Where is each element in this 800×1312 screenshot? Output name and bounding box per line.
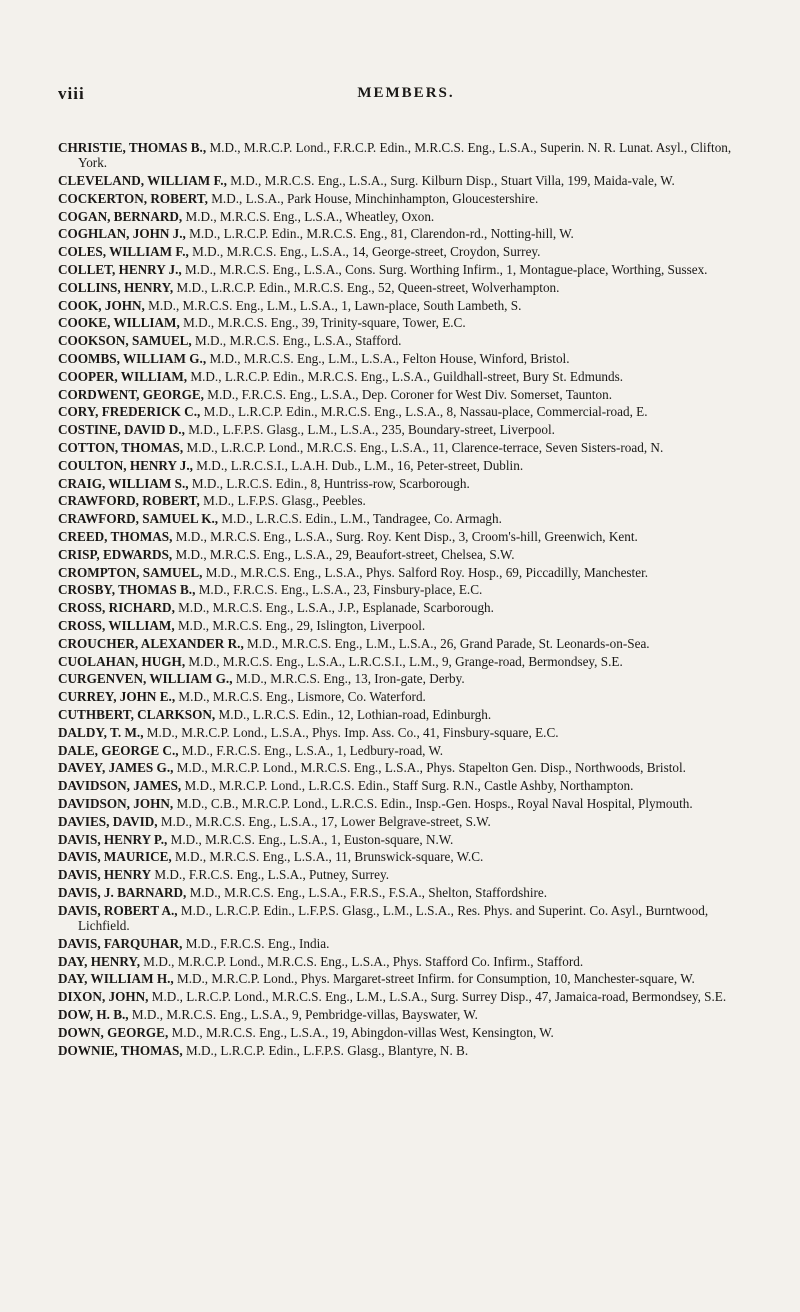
member-details: M.D., L.R.C.S. Edin., 8, Huntriss-row, Scarborough. xyxy=(188,475,470,491)
member-details: M.D., M.R.C.P. Lond., M.R.C.S. Eng., L.S.A., Phys. Stafford Co. Infirm., Stafford. xyxy=(140,953,584,969)
member-entry xyxy=(58,954,754,969)
member-details: M.D., M.R.C.S. Eng., L.S.A., 17, Lower Belgrave-street, S.W. xyxy=(157,813,491,829)
member-name: CHRISTIE, THOMAS B., xyxy=(58,140,207,155)
member-entry xyxy=(58,209,754,224)
member-details: M.D., L.R.C.P. Edin., L.F.P.S. Glasg., L.M., L.S.A., Res. Phys. and Superint. Co. Asyl., Burntwood, Lichfield. xyxy=(78,902,709,934)
member-name: CRAIG, WILLIAM S., xyxy=(58,475,189,491)
member-entry xyxy=(58,636,754,651)
member-name: DAVIES, DAVID, xyxy=(58,813,158,829)
member-details: M.D., L.R.C.P. Edin., L.F.P.S. Glasg., Blantyre, N. B. xyxy=(182,1042,469,1058)
member-entry xyxy=(58,351,754,366)
member-name: COTTON, THOMAS, xyxy=(58,440,184,456)
member-entry xyxy=(58,1007,754,1022)
member-entry xyxy=(58,600,754,615)
member-details: M.D., M.R.C.S. Eng., L.S.A., Stafford. xyxy=(191,333,402,349)
member-details: M.D., M.R.C.S. Eng., 39, Trinity-square, Tower, E.C. xyxy=(179,315,466,331)
member-name: DALE, GEORGE C., xyxy=(58,742,179,758)
member-entry xyxy=(58,849,754,864)
member-name: CROSS, WILLIAM, xyxy=(58,618,175,634)
member-details: M.D., L.R.C.S.I., L.A.H. Dub., L.M., 16, Peter-street, Dublin. xyxy=(192,457,524,473)
member-details: M.D., L.F.P.S. Glasg., Peebles. xyxy=(199,493,366,509)
member-entry xyxy=(58,547,754,562)
member-details: M.D., L.R.C.P. Edin., M.R.C.S. Eng., 52, Queen-street, Wolverhampton. xyxy=(173,279,560,295)
member-entry xyxy=(58,422,754,437)
member-name: COOKE, WILLIAM, xyxy=(58,315,180,331)
page-header xyxy=(58,0,754,103)
member-name: COGAN, BERNARD, xyxy=(58,208,183,224)
member-name: DAVIS, MAURICE, xyxy=(58,849,172,865)
member-entry xyxy=(58,387,754,402)
member-name: CURREY, JOHN E., xyxy=(58,689,176,705)
member-details: M.D., L.R.C.P. Edin., M.R.C.S. Eng., L.S.A., Guildhall-street, Bury St. Edmunds. xyxy=(187,368,624,384)
member-name: DOWNIE, THOMAS, xyxy=(58,1042,183,1058)
member-details: M.D., M.R.C.S. Eng., L.M., L.S.A., 26, Grand Parade, St. Leonards-on-Sea. xyxy=(243,635,650,651)
member-details: M.D., L.R.C.S. Edin., L.M., Tandragee, Co. Armagh. xyxy=(218,511,502,527)
member-name: DAVIS, FARQUHAR, xyxy=(58,935,183,951)
member-details: M.D., F.R.C.S. Eng., L.S.A., Dep. Coroner for West Div. Somerset, Taunton. xyxy=(203,386,613,402)
member-name: DOWN, GEORGE, xyxy=(58,1024,169,1040)
member-entry xyxy=(58,971,754,986)
member-entry xyxy=(58,814,754,829)
member-entry xyxy=(58,1043,754,1058)
member-name: DAVIS, HENRY xyxy=(58,867,152,883)
member-entry xyxy=(58,689,754,704)
member-details: M.D., M.R.C.S. Eng., 13, Iron-gate, Derby. xyxy=(232,671,465,687)
member-name: COCKERTON, ROBERT, xyxy=(58,190,208,206)
member-details: M.D., F.R.C.S. Eng., L.S.A., 1, Ledbury-road, W. xyxy=(178,742,444,758)
member-entry xyxy=(58,743,754,758)
member-details: M.D., M.R.C.S. Eng., L.S.A., Phys. Salford Roy. Hosp., 69, Piccadilly, Manchester. xyxy=(202,564,649,580)
member-details: M.D., M.R.C.S. Eng., L.S.A., 9, Pembridge-villas, Bayswater, W. xyxy=(128,1007,478,1023)
member-entry xyxy=(58,936,754,951)
member-details: M.D., M.R.C.S. Eng., 29, Islington, Liverpool. xyxy=(174,618,426,634)
member-entry xyxy=(58,707,754,722)
member-entry xyxy=(58,333,754,348)
member-entry xyxy=(58,476,754,491)
member-name: DAVIDSON, JAMES, xyxy=(58,778,182,794)
member-details: M.D., M.R.C.S. Eng., L.S.A., 1, Euston-square, N.W. xyxy=(167,831,454,847)
member-name: DAY, WILLIAM H., xyxy=(58,971,174,987)
member-entry xyxy=(58,369,754,384)
member-name: DAVIS, ROBERT A., xyxy=(58,902,178,918)
member-entry xyxy=(58,511,754,526)
member-entry xyxy=(58,832,754,847)
member-details: M.D., M.R.C.S. Eng., L.S.A., J.P., Esplanade, Scarborough. xyxy=(174,600,494,616)
member-details: M.D., L.R.C.P. Edin., M.R.C.S. Eng., 81, Clarendon-rd., Notting-hill, W. xyxy=(185,226,574,242)
member-details: M.D., L.F.P.S. Glasg., L.M., L.S.A., 235, Boundary-street, Liverpool. xyxy=(184,422,555,438)
member-details: M.D., M.R.C.S. Eng., L.S.A., 19, Abingdon-villas West, Kensington, W. xyxy=(168,1024,554,1040)
member-details: M.D., M.R.C.S. Eng., L.S.A., 11, Brunswick-square, W.C. xyxy=(171,849,484,865)
member-details: M.D., M.R.C.S. Eng., L.M., L.S.A., Felton House, Winford, Bristol. xyxy=(206,351,570,367)
member-details: M.D., M.R.C.S. Eng., L.M., L.S.A., 1, Lawn-place, South Lambeth, S. xyxy=(144,297,522,313)
member-entry xyxy=(58,440,754,455)
member-details: M.D., F.R.C.S. Eng., India. xyxy=(182,935,330,951)
member-details: M.D., M.R.C.S. Eng., L.S.A., 14, George-street, Croydon, Surrey. xyxy=(188,244,541,260)
member-entry xyxy=(58,582,754,597)
member-name: CREED, THOMAS, xyxy=(58,529,173,545)
member-name: CRAWFORD, SAMUEL K., xyxy=(58,511,219,527)
member-entry xyxy=(58,280,754,295)
member-name: CORY, FREDERICK C., xyxy=(58,404,201,420)
running-title: MEMBERS. xyxy=(357,85,455,101)
member-entry xyxy=(58,226,754,241)
member-details: M.D., M.R.C.P. Lond., Phys. Margaret-street Infirm. for Consumption, 10, Manchester-square, W. xyxy=(173,971,695,987)
member-details: M.D., L.R.C.P. Lond., M.R.C.S. Eng., L.M., L.S.A., Surg. Surrey Disp., 47, Jamaica-road, Bermondsey, S.E. xyxy=(148,989,727,1005)
member-details: M.D., M.R.C.P. Lond., M.R.C.S. Eng., L.S.A., Phys. Stapelton Gen. Disp., Northwoods, Bristol. xyxy=(173,760,686,776)
member-details: M.D., L.S.A., Park House, Minchinhampton, Gloucestershire. xyxy=(207,190,539,206)
members-list xyxy=(58,140,754,1058)
member-details: M.D., L.R.C.P. Lond., M.R.C.S. Eng., L.S.A., 11, Clarence-terrace, Seven Sisters-road, N. xyxy=(183,440,664,456)
member-entry xyxy=(58,618,754,633)
member-entry xyxy=(58,654,754,669)
member-name: COOK, JOHN, xyxy=(58,297,145,313)
member-details: M.D., L.R.C.P. Edin., M.R.C.S. Eng., L.S.A., 8, Nassau-place, Commercial-road, E. xyxy=(200,404,648,420)
member-entry xyxy=(58,671,754,686)
member-name: CROMPTON, SAMUEL, xyxy=(58,564,203,580)
member-name: CORDWENT, GEORGE, xyxy=(58,386,204,402)
member-name: DAVEY, JAMES G., xyxy=(58,760,174,776)
member-entry xyxy=(58,885,754,900)
member-name: DOW, H. B., xyxy=(58,1007,129,1023)
member-details: M.D., C.B., M.R.C.P. Lond., L.R.C.S. Edin., Insp.-Gen. Hosps., Royal Naval Hospital, Plymouth. xyxy=(173,795,693,811)
member-entry xyxy=(58,173,754,188)
member-name: DAVIS, J. BARNARD, xyxy=(58,884,187,900)
member-name: DAVIDSON, JOHN, xyxy=(58,795,174,811)
member-details: M.D., M.R.C.S. Eng., L.S.A., 29, Beaufort-street, Chelsea, S.W. xyxy=(172,546,515,562)
member-entry xyxy=(58,262,754,277)
member-name: CROUCHER, ALEXANDER R., xyxy=(58,635,244,651)
member-name: CROSS, RICHARD, xyxy=(58,600,175,616)
member-entry xyxy=(58,796,754,811)
member-entry xyxy=(58,191,754,206)
member-name: DAY, HENRY, xyxy=(58,953,140,969)
member-entry xyxy=(58,867,754,882)
member-entry xyxy=(58,244,754,259)
member-entry xyxy=(58,760,754,775)
member-name: CLEVELAND, WILLIAM F., xyxy=(58,173,227,189)
member-name: CUTHBERT, CLARKSON, xyxy=(58,707,216,722)
member-entry xyxy=(58,989,754,1004)
member-details: M.D., M.R.C.P. Lond., L.R.C.S. Edin., Staff Surg. R.N., Castle Ashby, Northampton. xyxy=(181,778,634,794)
member-details: M.D., M.R.C.P. Lond., L.S.A., Phys. Imp. Ass. Co., 41, Finsbury-square, E.C. xyxy=(143,724,559,740)
member-name: COSTINE, DAVID D., xyxy=(58,422,185,438)
member-name: CROSBY, THOMAS B., xyxy=(58,582,196,598)
member-entry xyxy=(58,529,754,544)
member-entry xyxy=(58,458,754,473)
member-entry xyxy=(58,493,754,508)
member-details: M.D., M.R.C.S. Eng., L.S.A., L.R.C.S.I., L.M., 9, Grange-road, Bermondsey, S.E. xyxy=(185,653,623,669)
member-details: M.D., M.R.C.S. Eng., L.S.A., Surg. Kilburn Disp., Stuart Villa, 199, Maida-vale, W. xyxy=(226,173,675,189)
member-details: M.D., F.R.C.S. Eng., L.S.A., 23, Finsbury-place, E.C. xyxy=(195,582,483,598)
member-name: COLLINS, HENRY, xyxy=(58,279,174,295)
member-details: M.D., L.R.C.S. Edin., 12, Lothian-road, Edinburgh. xyxy=(215,707,492,722)
member-name: COOMBS, WILLIAM G., xyxy=(58,351,207,367)
member-details: M.D., M.R.C.P. Lond., F.R.C.P. Edin., M.R.C.S. Eng., L.S.A., Superin. N. R. Lunat. Asyl., Clifton, York. xyxy=(78,140,732,171)
member-name: COULTON, HENRY J., xyxy=(58,457,193,473)
member-details: M.D., M.R.C.S. Eng., L.S.A., Surg. Roy. Kent Disp., 3, Croom's-hill, Greenwich, Kent. xyxy=(172,529,638,545)
member-details: M.D., M.R.C.S. Eng., L.S.A., F.R.S., F.S.A., Shelton, Staffordshire. xyxy=(186,884,548,900)
member-entry xyxy=(58,903,754,934)
member-entry xyxy=(58,1025,754,1040)
member-details: M.D., M.R.C.S. Eng., L.S.A., Wheatley, Oxon. xyxy=(182,208,435,224)
member-entry xyxy=(58,565,754,580)
member-details: M.D., M.R.C.S. Eng., L.S.A., Cons. Surg. Worthing Infirm., 1, Montague-place, Worthing, Sussex. xyxy=(181,262,708,278)
member-entry xyxy=(58,315,754,330)
member-name: COLES, WILLIAM F., xyxy=(58,244,189,260)
member-entry xyxy=(58,298,754,313)
member-name: CRISP, EDWARDS, xyxy=(58,546,173,562)
member-name: COOPER, WILLIAM, xyxy=(58,368,188,384)
member-name: COLLET, HENRY J., xyxy=(58,262,182,278)
member-name: CURGENVEN, WILLIAM G., xyxy=(58,671,233,687)
member-details: M.D., F.R.C.S. Eng., L.S.A., Putney, Surrey. xyxy=(151,867,390,883)
page-number: viii xyxy=(58,84,85,103)
member-entry xyxy=(58,404,754,419)
member-name: CRAWFORD, ROBERT, xyxy=(58,493,200,509)
member-name: COOKSON, SAMUEL, xyxy=(58,333,192,349)
member-entry xyxy=(58,725,754,740)
member-entry xyxy=(58,778,754,793)
member-name: DIXON, JOHN, xyxy=(58,989,149,1005)
member-name: COGHLAN, JOHN J., xyxy=(58,226,186,242)
member-name: CUOLAHAN, HUGH, xyxy=(58,653,186,669)
member-entry xyxy=(58,140,754,171)
member-name: DALDY, T. M., xyxy=(58,724,144,740)
member-name: DAVIS, HENRY P., xyxy=(58,831,168,847)
member-details: M.D., M.R.C.S. Eng., Lismore, Co. Waterford. xyxy=(175,689,426,705)
